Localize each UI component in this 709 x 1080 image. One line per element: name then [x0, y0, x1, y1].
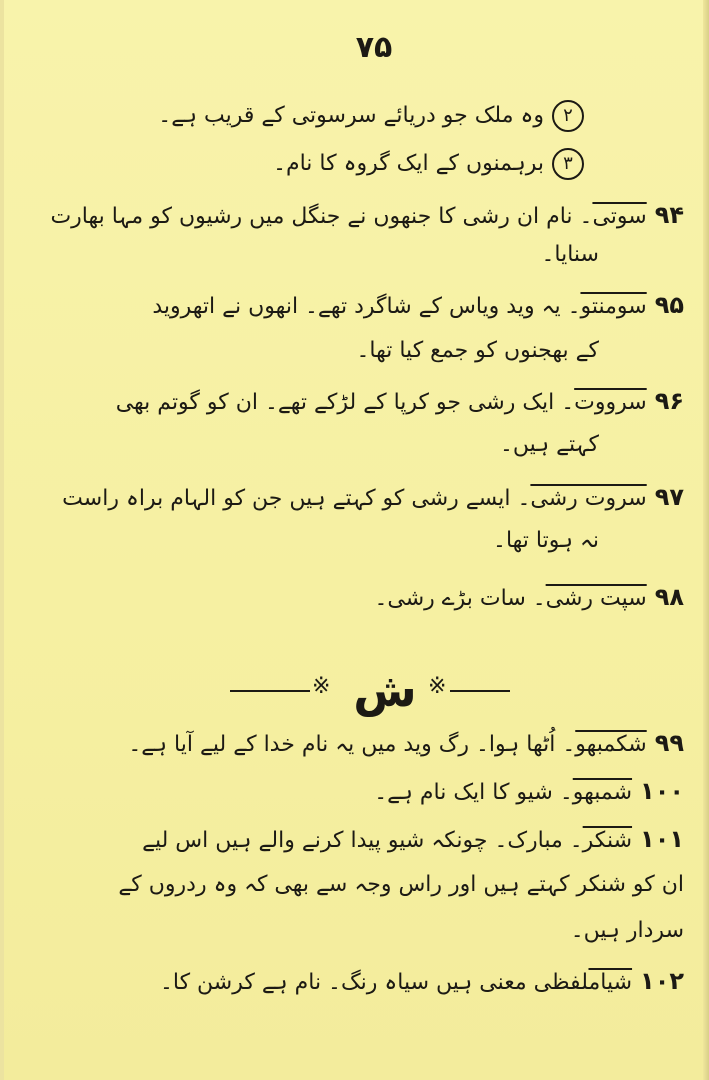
entry-number: ۹۶ — [654, 387, 684, 415]
ornament-left-icon: ※ — [312, 674, 331, 699]
heading-rule-left — [230, 690, 310, 692]
list-marker-3: ۳ — [552, 148, 584, 180]
entry-98-line-1 — [374, 582, 684, 614]
entry-101-line-2: ان کو شنکر کہتے ہیں اور راس وجہ سے بھی کہ وہ ردروں کے — [118, 872, 684, 897]
list-item-2 — [158, 100, 584, 132]
heading-rule-right — [450, 690, 510, 692]
entry-term: سومنتو — [580, 294, 647, 319]
entry-text: ۔ نام ان رشی کا جنھوں نے جنگل میں رشیوں کو مہا بھارت — [50, 204, 593, 229]
page-edge-right — [703, 0, 709, 1080]
page-number: ۷۵ — [355, 30, 393, 65]
entry-term: شکمبھو — [575, 732, 647, 757]
entry-number: ۹۹ — [654, 729, 684, 757]
entry-97-line-2: نہ ہوتا تھا۔ — [493, 528, 599, 553]
page-edge-left — [0, 0, 4, 1080]
list-marker-2: ۲ — [552, 100, 584, 132]
entry-term: سپت رشی — [545, 586, 647, 611]
entry-101-line-1 — [142, 824, 684, 856]
entry-100-line-1 — [374, 776, 684, 808]
entry-text: ۔ اُٹھا ہوا۔ رگ وید میں یہ نام خدا کے لیے آیا ہے۔ — [128, 732, 576, 757]
section-letter: ش — [353, 663, 417, 717]
entry-95-line-2: کے بھجنوں کو جمع کیا تھا۔ — [356, 338, 599, 363]
entry-term: شنکر — [582, 828, 633, 853]
list-item-3 — [273, 148, 584, 180]
entry-102-line-1 — [160, 966, 684, 998]
entry-text: ۔ ایک رشی جو کرپا کے لڑکے تھے۔ ان کو گوتم بھی — [115, 390, 575, 415]
entry-number: ۹۵ — [654, 291, 684, 319]
entry-94-line-2: سنایا۔ — [541, 242, 599, 267]
entry-94-line-1 — [50, 200, 684, 232]
section-heading — [150, 660, 550, 720]
entry-term: سوتی — [592, 204, 647, 229]
entry-96-line-2: کہتے ہیں۔ — [499, 432, 599, 457]
entry-text: ۔ سات بڑے رشی۔ — [374, 586, 546, 611]
entry-text: ۔ شیو کا ایک نام ہے۔ — [374, 780, 573, 805]
entry-number: ۹۷ — [654, 483, 684, 511]
entry-term: سروت رشی — [530, 486, 647, 511]
entry-101-line-3: سردار ہیں۔ — [570, 918, 684, 943]
entry-number: ۱۰۲ — [640, 967, 684, 995]
entry-term: شمبھو — [572, 780, 633, 805]
entry-number: ۱۰۰ — [640, 777, 684, 805]
entry-text: ۔ یہ وید ویاس کے شاگرد تھے۔ انھوں نے اتھروید — [152, 294, 581, 319]
entry-95-line-1 — [152, 290, 684, 322]
entry-text: ۔ مبارک۔ چونکہ شیو پیدا کرنے والے ہیں اس لیے — [142, 828, 583, 853]
entry-96-line-1 — [116, 386, 684, 418]
entry-97-line-1 — [62, 482, 684, 514]
entry-number: ۹۸ — [654, 583, 684, 611]
list-item-2-text: وہ ملک جو دریائے سرسوتی کے قریب ہے۔ — [158, 103, 544, 128]
ornament-right-icon: ※ — [428, 674, 447, 699]
entry-99-line-1 — [128, 728, 684, 760]
entry-number: ۹۴ — [654, 201, 684, 229]
entry-number: ۱۰۱ — [640, 825, 684, 853]
entry-text: ۔ ایسے رشی کو کہتے ہیں جن کو الہام براہ راست — [62, 486, 531, 511]
entry-term: شیام — [588, 970, 633, 995]
list-item-3-text: برہمنوں کے ایک گروہ کا نام۔ — [273, 151, 544, 176]
entry-text: لفظی معنی ہیں سیاہ رنگ۔ نام ہے کرشن کا۔ — [160, 970, 589, 995]
entry-term: سرووت — [574, 390, 647, 415]
